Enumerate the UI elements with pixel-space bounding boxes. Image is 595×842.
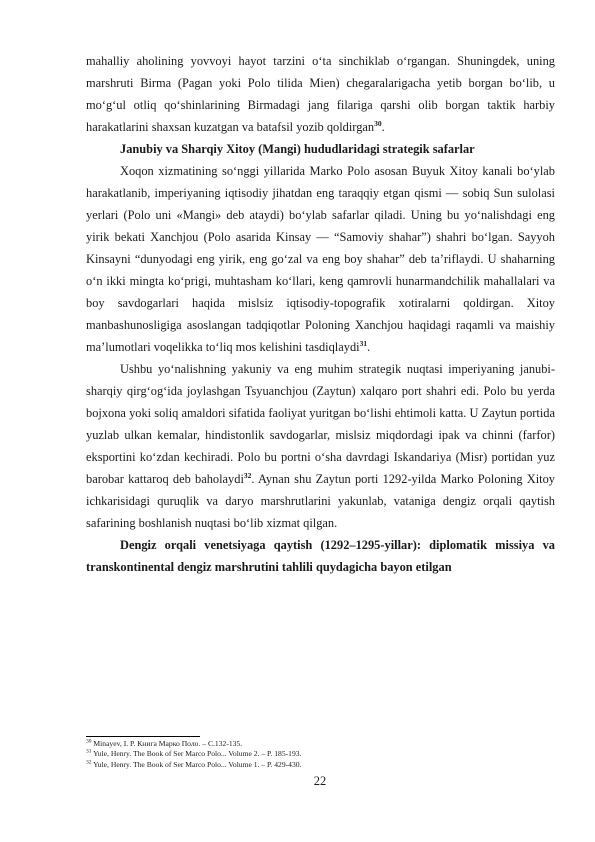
paragraph-2 <box>86 160 555 358</box>
paragraph-1-text: mahalliy aholining yovvoyi hayot tarzini o‘ta sinchiklab o‘rgangan. Shuningdek, uning marshruti Birma (Pagan yoki Polo tilida Mien) chegaralarigacha yetib borgan bo‘lib, u mo‘g‘ul otliq qo‘shinlarining Birmadagi jang filariga qarshi olib borgan taktik harbiy harakatlarini shaxsan kuzatgan va batafsil yozib qoldirgan <box>86 54 555 134</box>
footnote-number: 32 <box>86 759 92 766</box>
paragraph-1 <box>86 50 555 138</box>
paragraph-2-text: Xoqon xizmatining so‘nggi yillarida Marko Polo asosan Buyuk Xitoy kanali bo‘ylab harakatlanib, imperiyaning iqtisodiy jihatdan eng taraqqiy etgan qismi — sobiq Sun sulolasi yerlari (Polo uni «Mangi» deb ataydi) bo‘ylab safarlar qiladi. Uning bu yo‘nalishdagi eng yirik bekati Xanchjou (Polo asarida Kinsay — “Samoviy shahar”) shahri bo‘lgan. Sayyoh Kinsayni “dunyodagi eng yirik, eng go‘zal va eng boy shahar” deb ta’riflaydi. U shaharning o‘n ikki mingta ko‘prigi, muhtasham ko‘llari, keng qamrovli hunarmandchilik mahallalari va boy savdogarlari haqida mislsiz iqtisodiy-topografik xotiralarni qoldirgan. Xitoy manbashunosligiga asoslangan tadqiqotlar Poloning Xanchjou haqidagi raqamli va maishiy ma’lumotlari voqelikka to‘liq mos kelishini tasdiqlaydi <box>86 164 555 354</box>
footnote-ref-32[interactable]: 32 <box>243 470 252 480</box>
footnote-ref-31[interactable]: 31 <box>359 338 368 348</box>
footnote-number: 30 <box>86 738 92 745</box>
section-heading-sea-return: Dengiz orqali venetsiyaga qaytish (1292–1295-yillar): diplomatik missiya va transkontinental dengiz marshrutini tahlili quydagicha bayon etilgan <box>86 538 555 574</box>
page-number: 22 <box>313 774 327 788</box>
footnote-32 <box>86 760 555 770</box>
paragraph-3-text-after: . Aynan shu Zaytun porti 1292-yilda Marko Poloning Xitoy ichkarisidagi quruqlik va daryo marshrutlarini yakunlab, vataniga dengiz orqali qaytish safarining boshlanish nuqtasi bo‘lib xizmat qilgan. <box>86 472 556 530</box>
paragraph-3 <box>86 358 555 534</box>
footnote-31 <box>86 749 555 759</box>
footnotes <box>86 736 555 770</box>
footnote-divider <box>86 736 200 737</box>
section-heading-south-east-china: Janubiy va Sharqiy Xitoy (Mangi) hududlaridagi strategik safarlar <box>120 142 475 156</box>
paragraph-1-tail: . <box>381 120 385 134</box>
page-body <box>86 50 555 578</box>
paragraph-3-text-before: Ushbu yo‘nalishning yakuniy va eng muhim strategik nuqtasi imperiyaning janubi-sharqiy qirg‘og‘ida joylashgan Tsyuanchjou (Zaytun) xalqaro port shahri edi. Polo bu yerda bojxona yoki soliq amaldori sifatida faoliyat yuritgan bo‘lishi ehtimoli katta. U Zaytun portida yuzlab ulkan kemalar, hindistonlik savdogarlar, mislsiz miqdordagi ipak va chinni (farfor) eksportini ko‘zdan kechiradi. Polo bu portni o‘sha davrdagi Iskandariya (Misr) portidan yuz barobar kattaroq deb baholaydi <box>86 362 555 486</box>
footnote-number: 31 <box>86 748 92 755</box>
footnote-text: Minayev, I. P. Книга Марко Поло. – С.132-135. <box>93 739 243 748</box>
footnote-30 <box>86 739 555 749</box>
footnote-ref-30[interactable]: 30 <box>374 118 382 128</box>
footnote-text: Yule, Henry. The Book of Ser Marco Polo... Volume 1. – P. 429-430. <box>93 759 302 769</box>
footnote-text: Yule, Henry. The Book of Ser Marco Polo... Volume 2. – P. 185-193. <box>93 749 302 759</box>
paragraph-2-tail: . <box>367 340 371 354</box>
